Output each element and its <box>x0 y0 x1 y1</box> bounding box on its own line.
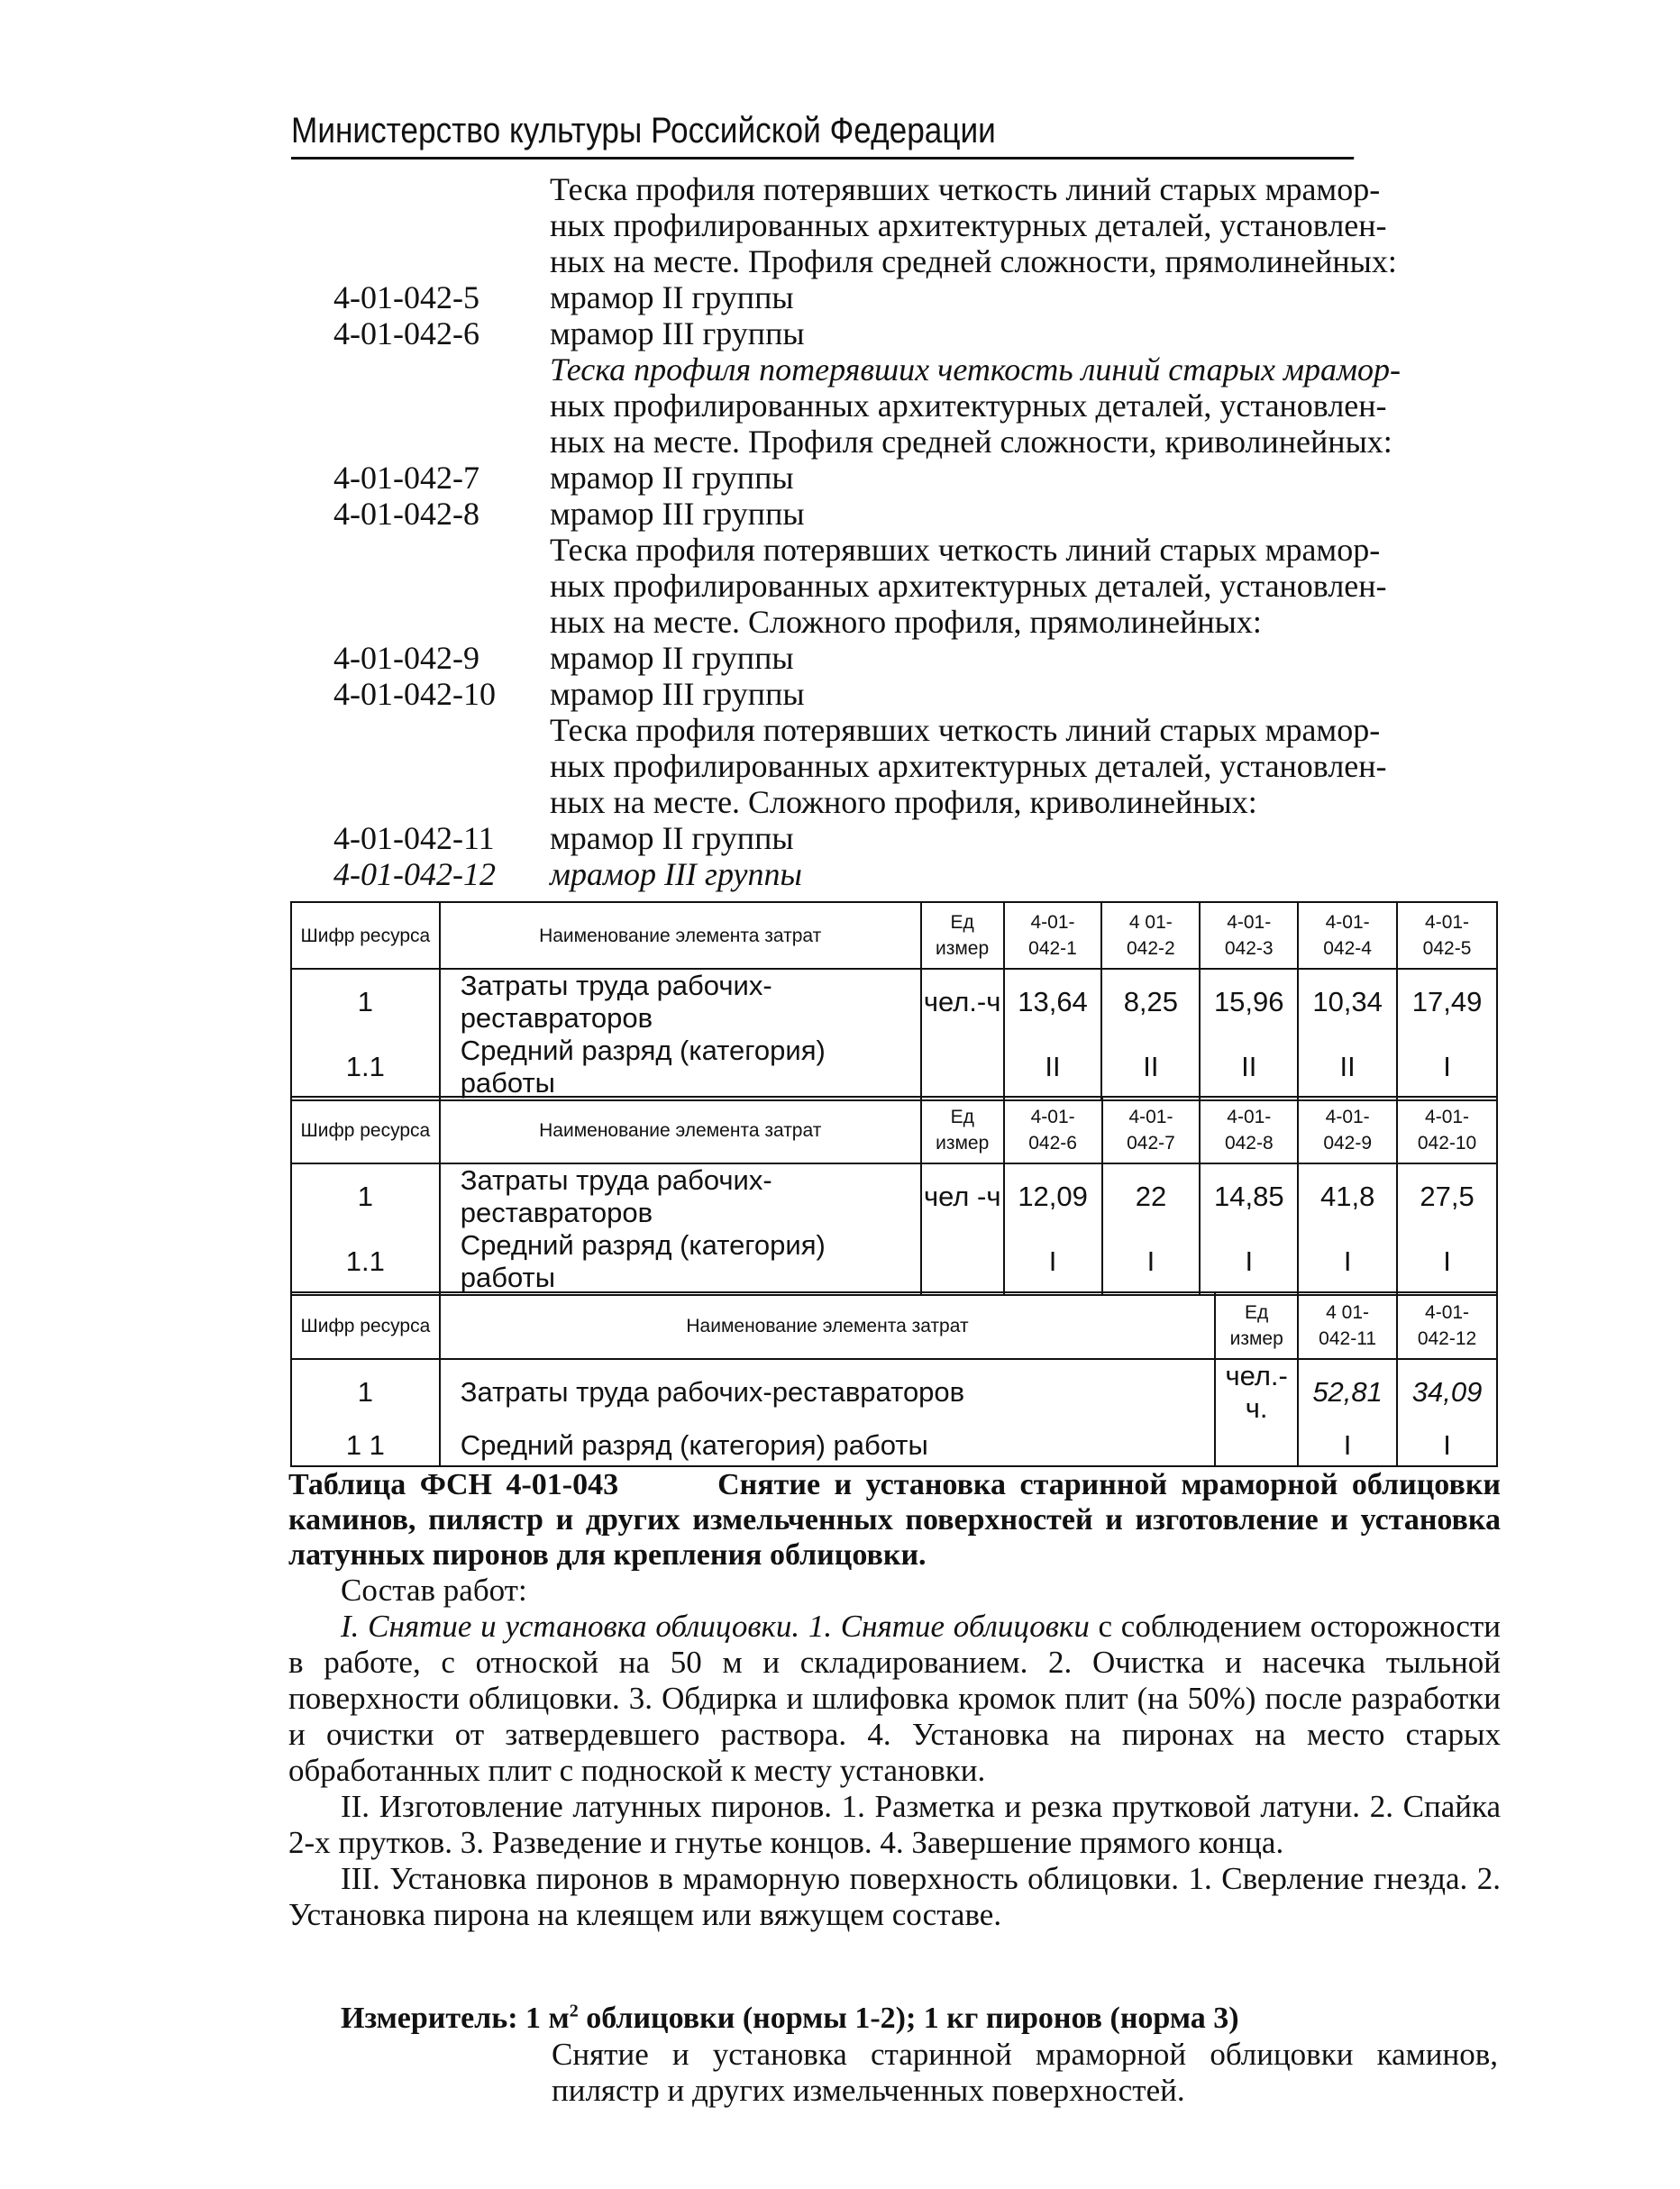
cell-name: Средний разряд (категория) работы <box>440 1035 921 1100</box>
item-text: мрамор III группы <box>550 496 805 532</box>
works-section <box>288 1573 1501 1933</box>
cell-code: 1 <box>291 1163 440 1229</box>
list-item <box>333 640 1496 676</box>
item-text: Теска профиля потерявших четкость линий старых мрамор- <box>550 351 1401 388</box>
item-code: 4-01-042-11 <box>333 820 495 856</box>
item-text: ных на месте. Профиля средней сложности, криволинейных: <box>550 424 1392 460</box>
item-text: мрамор III группы <box>550 856 802 892</box>
measure-a: Измеритель: 1 м <box>341 2002 570 2035</box>
header-norm: 4-01- 042-6 <box>1004 1097 1102 1163</box>
item-text: ных на месте. Сложного профиля, прямолинейных: <box>550 604 1262 640</box>
cell-value: 41,8 <box>1298 1163 1397 1229</box>
cell-name: Затраты труда рабочих-реставраторов <box>440 1359 1215 1425</box>
norm-table-2 <box>290 1096 1498 1296</box>
header-name: Наименование элемента затрат <box>440 902 921 969</box>
table-title-text: Снятие и установка старинной мраморной облицовки каминов, пилястр и других измельченных поверхностей и изготовление и установка латунных пиронов для крепления облицовки. <box>288 1468 1501 1572</box>
list-item <box>333 820 1496 856</box>
cell-value: I <box>1004 1229 1102 1295</box>
header-norm: 4-01- 042-4 <box>1298 902 1397 969</box>
item-code <box>333 604 550 640</box>
item-text: мрамор II группы <box>550 640 794 676</box>
list-item <box>333 856 1496 892</box>
cell-value: 27,5 <box>1397 1163 1497 1229</box>
list-item <box>333 748 1496 784</box>
item-code: 4-01-042-10 <box>333 676 496 712</box>
table-row <box>291 1229 1497 1295</box>
list-item <box>333 171 1496 207</box>
page-header <box>291 105 1354 160</box>
norms-list <box>333 171 1496 892</box>
table-header-row <box>291 1097 1497 1163</box>
cell-value: 8,25 <box>1101 969 1200 1035</box>
item-code <box>333 171 550 207</box>
item-text: ных на месте. Профиля средней сложности, прямолинейных: <box>550 243 1397 279</box>
table-row <box>291 1163 1497 1229</box>
item-code <box>333 351 550 388</box>
norm-table-3 <box>290 1291 1498 1467</box>
cell-value: II <box>1004 1035 1102 1100</box>
header-norm: 4 01- 042-11 <box>1298 1292 1397 1359</box>
header-norm: 4-01- 042-12 <box>1397 1292 1497 1359</box>
item-code: 4-01-042-12 <box>333 856 496 892</box>
item-text: Теска профиля потерявших четкость линий старых мрамор- <box>550 532 1381 568</box>
item-code <box>333 712 550 748</box>
item-code <box>333 748 550 784</box>
item-code: 4-01-042-6 <box>333 315 479 351</box>
header-unit: Ед измер <box>921 902 1004 969</box>
list-item <box>333 207 1496 243</box>
item-code <box>333 568 550 604</box>
cell-unit <box>1215 1425 1298 1466</box>
item-code: 4-01-042-5 <box>333 279 479 315</box>
header-name: Наименование элемента затрат <box>440 1097 921 1163</box>
item-text: ных профилированных архитектурных деталей, установлен- <box>550 568 1387 604</box>
list-item <box>333 568 1496 604</box>
cell-name: Затраты труда рабочих-реставраторов <box>440 1163 921 1229</box>
item-text: мрамор II группы <box>550 460 794 496</box>
item-code: 4-01-042-7 <box>333 460 479 496</box>
cell-value: 14,85 <box>1200 1163 1298 1229</box>
header-unit: Ед измер <box>1215 1292 1298 1359</box>
item-code: 4-01-042-9 <box>333 640 479 676</box>
list-item <box>333 532 1496 568</box>
cell-value: 13,64 <box>1004 969 1102 1035</box>
cell-value: 17,49 <box>1397 969 1497 1035</box>
list-item <box>333 243 1496 279</box>
list-item <box>333 388 1496 424</box>
list-item <box>333 424 1496 460</box>
item-text: ных профилированных архитектурных деталей, установлен- <box>550 207 1387 243</box>
header-norm: 4-01- 042-8 <box>1200 1097 1298 1163</box>
works-paragraph: II. Изготовление латунных пиронов. 1. Разметка и резка прутковой латуни. 2. Спайка 2-х прутков. 3. Разведение и гнутье концов. 4. Завершение прямого конца. <box>288 1789 1501 1860</box>
cell-value: 22 <box>1102 1163 1201 1229</box>
item-code <box>333 532 550 568</box>
cell-value: I <box>1397 1229 1497 1295</box>
cell-code: 1 <box>291 969 440 1035</box>
cell-value: II <box>1101 1035 1200 1100</box>
cell-name: Затраты труда рабочих-реставраторов <box>440 969 921 1035</box>
item-code <box>333 207 550 243</box>
list-item <box>333 676 1496 712</box>
cell-code: 1 <box>291 1359 440 1425</box>
measure-b: облицовки (нормы 1-2); 1 кг пиронов (норма 3) <box>578 2002 1239 2035</box>
list-item <box>333 315 1496 351</box>
cell-value: I <box>1102 1229 1201 1295</box>
cell-code: 1 1 <box>291 1425 440 1466</box>
cell-value: I <box>1397 1425 1497 1466</box>
cell-code: 1.1 <box>291 1229 440 1295</box>
cell-value: 52,81 <box>1298 1359 1397 1425</box>
table-header-row <box>291 902 1497 969</box>
measure-line <box>341 2001 1239 2037</box>
table-row <box>291 1425 1497 1466</box>
list-item <box>333 784 1496 820</box>
item-text: мрамор III группы <box>550 315 805 351</box>
item-text: ных профилированных архитектурных деталей, установлен- <box>550 748 1387 784</box>
cell-value: I <box>1397 1035 1497 1100</box>
header-norm: 4-01- 042-1 <box>1004 902 1102 969</box>
table-header-row <box>291 1292 1497 1359</box>
cell-code: 1.1 <box>291 1035 440 1100</box>
measure-sup: 2 <box>569 2001 579 2021</box>
item-text: мрамор II группы <box>550 820 794 856</box>
cell-unit <box>921 1229 1004 1295</box>
cell-value: I <box>1200 1229 1298 1295</box>
table-row <box>291 1035 1497 1100</box>
header-unit: Ед измер <box>921 1097 1004 1163</box>
item-code: 4-01-042-8 <box>333 496 479 532</box>
header-norm: 4-01- 042-10 <box>1397 1097 1497 1163</box>
table-row <box>291 969 1497 1035</box>
norm-table-1 <box>290 901 1498 1101</box>
page-header-title: Министерство культуры Российской Федерации <box>291 111 996 150</box>
table-title <box>288 1467 1501 1573</box>
works-paragraph <box>288 1609 1501 1789</box>
header-norm: 4-01- 042-3 <box>1200 902 1298 969</box>
cell-unit: чел -ч <box>921 1163 1004 1229</box>
works-p1-lead: I. Снятие и установка облицовки. 1. Снятие облицовки <box>341 1609 1090 1644</box>
works-p1-rest: с соблюдением осторожности в работе, с отноской на 50 м и складированием. 2. Очистка и насечка тыльной поверхности облицовки. 3. Обдирка и шлифовка кромок плит (на 50%) после разработки и очистки от затвердевшего раствора. 4. Установка на пиронах на место старых обработанных плит с подноской к месту установки. <box>288 1609 1501 1788</box>
cell-value: I <box>1298 1229 1397 1295</box>
cell-name: Средний разряд (категория) работы <box>440 1229 921 1295</box>
list-item <box>333 351 1496 388</box>
list-item <box>333 460 1496 496</box>
item-text: мрамор II группы <box>550 279 794 315</box>
cell-value: 10,34 <box>1298 969 1397 1035</box>
item-text: ных на месте. Сложного профиля, криволинейных: <box>550 784 1257 820</box>
cell-value: 34,09 <box>1397 1359 1497 1425</box>
cell-unit: чел.-ч <box>921 969 1004 1035</box>
cell-value: 15,96 <box>1200 969 1298 1035</box>
item-text: мрамор III группы <box>550 676 805 712</box>
list-item <box>333 712 1496 748</box>
subheading: Снятие и установка старинной мраморной облицовки каминов, пилястр и других измельченных поверхностей. <box>552 2037 1498 2108</box>
table-row <box>291 1359 1497 1425</box>
item-code <box>333 388 550 424</box>
cell-value: II <box>1200 1035 1298 1100</box>
item-text: Теска профиля потерявших четкость линий старых мрамор- <box>550 171 1381 207</box>
header-code: Шифр ресурса <box>291 1292 440 1359</box>
cell-value: 12,09 <box>1004 1163 1102 1229</box>
works-paragraph: III. Установка пиронов в мраморную поверхность облицовки. 1. Сверление гнезда. 2. Установка пирона на клеящем или вяжущем составе. <box>288 1861 1501 1932</box>
cell-unit: чел.-ч. <box>1215 1359 1298 1425</box>
table-title-label: Таблица ФСН 4-01-043 <box>288 1468 619 1501</box>
item-code <box>333 243 550 279</box>
cell-value: I <box>1298 1425 1397 1466</box>
header-code: Шифр ресурса <box>291 902 440 969</box>
item-code <box>333 784 550 820</box>
works-heading: Состав работ: <box>341 1573 527 1608</box>
item-code <box>333 424 550 460</box>
cell-unit <box>921 1035 1004 1100</box>
header-norm: 4 01- 042-2 <box>1101 902 1200 969</box>
list-item <box>333 279 1496 315</box>
list-item <box>333 604 1496 640</box>
header-name: Наименование элемента затрат <box>440 1292 1215 1359</box>
header-norm: 4-01- 042-9 <box>1298 1097 1397 1163</box>
item-text: ных профилированных архитектурных деталей, установлен- <box>550 388 1387 424</box>
item-text: Теска профиля потерявших четкость линий старых мрамор- <box>550 712 1381 748</box>
header-norm: 4-01- 042-5 <box>1397 902 1497 969</box>
header-norm: 4-01- 042-7 <box>1102 1097 1201 1163</box>
cell-value: II <box>1298 1035 1397 1100</box>
cell-name: Средний разряд (категория) работы <box>440 1425 1215 1466</box>
header-code: Шифр ресурса <box>291 1097 440 1163</box>
list-item <box>333 496 1496 532</box>
